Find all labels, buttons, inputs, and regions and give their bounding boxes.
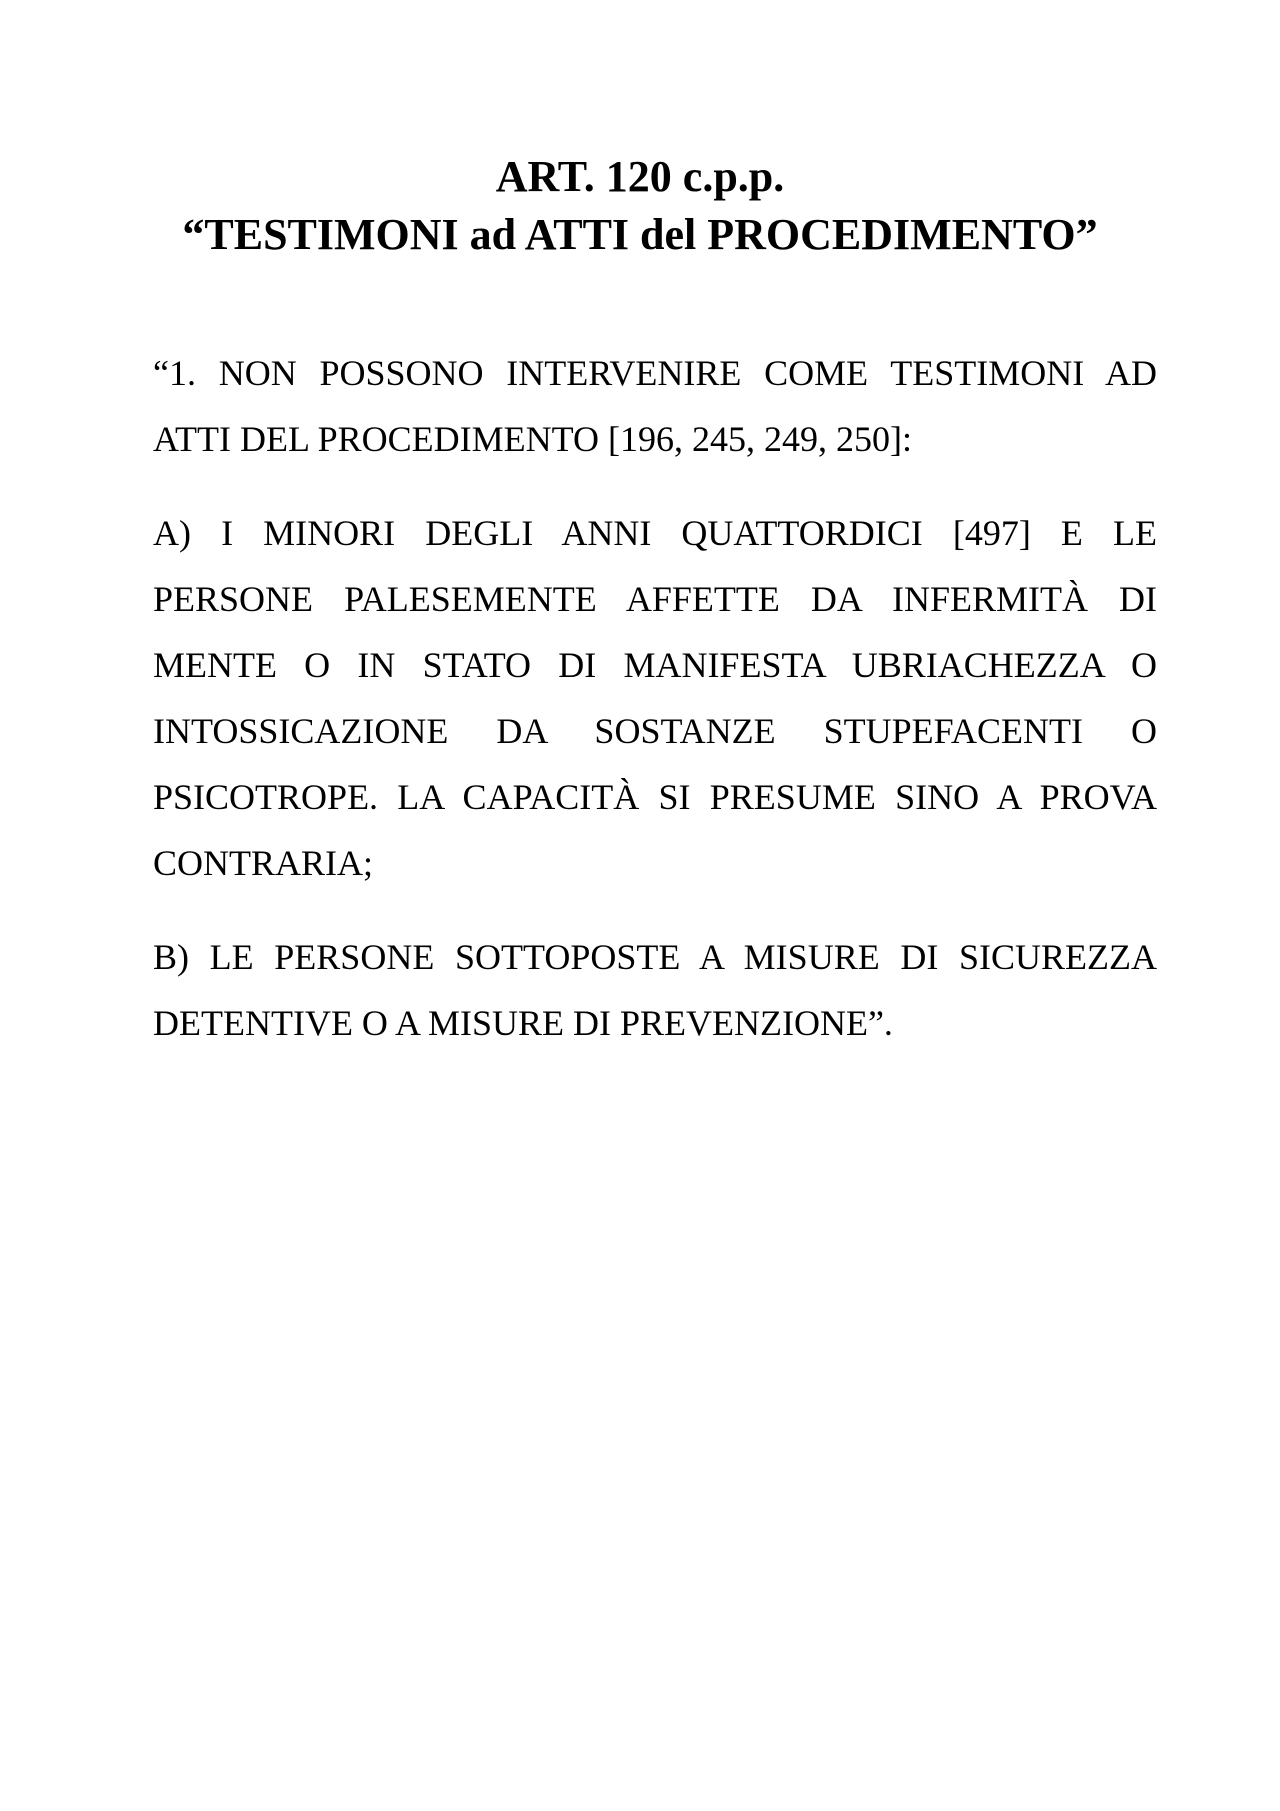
paragraph-b: B) LE PERSONE SOTTOPOSTE A MISURE DI SICUREZZA DETENTIVE O A MISURE DI PREVENZIONE”. xyxy=(153,937,1157,1043)
title-block xyxy=(0,148,1280,264)
article-title: ART. 120 c.p.p. xyxy=(495,152,785,201)
paragraph-intro: “1. NON POSSONO INTERVENIRE COME TESTIMONI AD ATTI DEL PROCEDIMENTO [196, 245, 249, 250]: xyxy=(153,353,1157,459)
article-body xyxy=(153,340,1157,1084)
article-subtitle: “TESTIMONI ad ATTI del PROCEDIMENTO” xyxy=(182,210,1098,259)
paragraph-a: A) I MINORI DEGLI ANNI QUATTORDICI [497] E LE PERSONE PALESEMENTE AFFETTE DA INFERMITÀ DI MENTE O IN STATO DI MANIFESTA UBRIACHEZZA O INTOSSICAZIONE DA SOSTANZE STUPEFACENTI O PSICOTROPE. LA CAPACITÀ SI PRESUME SINO A PROVA CONTRARIA; xyxy=(153,513,1157,883)
